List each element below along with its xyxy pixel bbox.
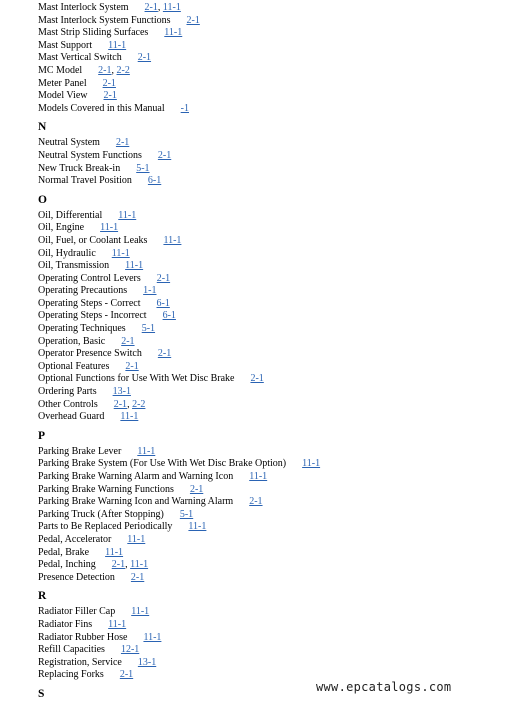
index-entry-label: Presence Detection	[38, 571, 115, 583]
index-entry	[38, 40, 518, 53]
index-entry	[38, 547, 518, 560]
page-reference-link[interactable]: 6-1	[162, 310, 176, 322]
page-reference-link[interactable]: 2-1	[157, 348, 172, 360]
index-entry	[38, 27, 518, 40]
watermark: www.epcatalogs.com	[316, 680, 452, 694]
index-entry-label: Mast Support	[38, 39, 93, 51]
index-entry	[38, 78, 518, 91]
reference-separator: ,	[111, 64, 117, 76]
index-entry	[38, 15, 518, 28]
index-entry	[38, 90, 518, 103]
page-references	[120, 411, 138, 424]
index-entry	[38, 399, 518, 412]
index-entry	[38, 210, 518, 223]
index-entry-label: Operation, Basic	[38, 335, 106, 347]
index-entry	[38, 348, 518, 361]
page-references	[158, 348, 171, 361]
index-entry-label: Oil, Differential	[38, 209, 103, 221]
index-entry-label: Oil, Engine	[38, 222, 85, 234]
index-entry-label: Models Covered in this Manual	[38, 102, 165, 114]
page-references	[136, 163, 149, 176]
page-reference-link[interactable]: 5-1	[136, 162, 150, 174]
index-entry	[38, 373, 518, 386]
index-entry	[38, 248, 518, 261]
index-entry-label: Oil, Hydraulic	[38, 247, 96, 259]
page-reference-link[interactable]: 11-1	[188, 521, 207, 533]
page-reference-link[interactable]: 11-1	[130, 559, 149, 571]
index-entry	[38, 361, 518, 374]
page-references	[118, 210, 136, 223]
page-references	[180, 509, 193, 522]
page-references	[112, 248, 130, 261]
index-entry-label: Radiator Filler Cap	[38, 606, 116, 618]
index-entry-label: Overhead Guard	[38, 411, 105, 423]
page-reference-link[interactable]: 11-1	[108, 618, 127, 630]
page-reference-link[interactable]: 2-1	[121, 335, 135, 347]
index-entry	[38, 310, 518, 323]
index-entry	[38, 2, 518, 15]
page-reference-link[interactable]: 12-1	[120, 644, 140, 656]
page-reference-link[interactable]: 11-1	[120, 411, 139, 423]
page-reference-link[interactable]: 11-1	[163, 234, 182, 246]
page-references	[142, 323, 155, 336]
page-references	[121, 336, 134, 349]
index-entry-label: Parking Brake Lever	[38, 445, 122, 457]
page-references	[116, 137, 129, 150]
index-entry-label: Operator Presence Switch	[38, 348, 142, 360]
page-references	[158, 150, 171, 163]
index-entry-label: Pedal, Brake	[38, 546, 90, 558]
index-entry	[38, 52, 518, 65]
index-entry	[38, 175, 518, 188]
index-entry	[38, 496, 518, 509]
page-reference-link[interactable]: 2-1	[119, 669, 134, 681]
index-entry	[38, 657, 518, 670]
index-entry-label: Mast Vertical Switch	[38, 52, 122, 64]
index-entry-label: New Truck Break-in	[38, 162, 121, 174]
index-entry-label: Operating Techniques	[38, 323, 126, 335]
page-references	[250, 373, 263, 386]
page-references	[249, 496, 262, 509]
page-reference-link[interactable]: 13-1	[137, 656, 157, 668]
page-references	[148, 175, 161, 188]
page-references	[125, 260, 143, 273]
page-references	[181, 103, 189, 116]
index-entry	[38, 606, 518, 619]
page-reference-link[interactable]: 2-1	[137, 52, 152, 64]
page-reference-link[interactable]: 11-1	[118, 209, 137, 221]
index-entry	[38, 521, 518, 534]
page-references	[138, 657, 156, 670]
page-reference-link[interactable]: 2-1	[144, 2, 158, 13]
page-references	[104, 90, 117, 103]
page-reference-link[interactable]: 11-1	[108, 39, 127, 51]
page-references	[98, 65, 130, 78]
index-entry-label: Oil, Fuel, or Coolant Leaks	[38, 234, 148, 246]
page-reference-link[interactable]: 6-1	[156, 297, 170, 309]
index-entry-label: Meter Panel	[38, 77, 87, 89]
page-references	[156, 298, 169, 311]
page-references	[187, 15, 200, 28]
page-reference-link[interactable]: 2-2	[132, 398, 146, 410]
index-entry-label: Radiator Rubber Hose	[38, 631, 128, 643]
page-references	[188, 521, 206, 534]
index-entry	[38, 336, 518, 349]
page-reference-link[interactable]: 11-1	[302, 458, 321, 470]
page-references	[143, 632, 161, 645]
page-reference-link[interactable]: 2-1	[103, 90, 117, 102]
page-references	[190, 484, 203, 497]
index-entry-label: Oil, Transmission	[38, 260, 110, 272]
page-reference-link[interactable]: 11-1	[249, 471, 268, 482]
page-reference-link[interactable]: 2-1	[156, 272, 171, 284]
index-entry-label: Replacing Forks	[38, 669, 104, 681]
index-entry	[38, 150, 518, 163]
page-references	[131, 572, 144, 585]
page-reference-link[interactable]: 13-1	[112, 386, 131, 398]
index-list	[38, 2, 518, 704]
index-entry-label: Ordering Parts	[38, 386, 97, 398]
page-reference-link[interactable]: 11-1	[111, 247, 130, 259]
page-references	[125, 361, 138, 374]
index-entry-label: Neutral System	[38, 137, 100, 149]
page-references	[108, 619, 126, 632]
index-entry-label: Registration, Service	[38, 656, 122, 668]
index-entry	[38, 137, 518, 150]
page-reference-link[interactable]: 11-1	[137, 445, 156, 457]
page-reference-link[interactable]: 11-1	[131, 606, 150, 618]
index-entry-label: Neutral System Functions	[38, 149, 142, 161]
page-reference-link[interactable]: 5-1	[179, 508, 194, 520]
index-entry	[38, 471, 518, 484]
page-reference-link[interactable]: 11-1	[143, 631, 162, 643]
page-references	[157, 273, 170, 286]
index-entry-label: Parking Brake Warning Alarm and Warning Icon	[38, 471, 234, 482]
index-entry	[38, 386, 518, 399]
page-reference-link[interactable]: 2-1	[249, 496, 263, 508]
page-reference-link[interactable]: 11-1	[105, 546, 124, 558]
index-entry	[38, 235, 518, 248]
index-entry-label: Operating Precautions	[38, 285, 128, 297]
index-entry	[38, 285, 518, 298]
index-entry	[38, 484, 518, 497]
page-references	[145, 2, 181, 15]
index-entry	[38, 222, 518, 235]
index-entry-label: Radiator Fins	[38, 618, 93, 630]
page-references	[164, 27, 182, 40]
index-letter-heading: S	[38, 687, 45, 700]
index-entry	[38, 446, 518, 459]
page-references	[249, 471, 267, 484]
index-entry	[38, 323, 518, 336]
index-entry-label: Parking Truck (After Stopping)	[38, 508, 164, 520]
page-reference-link[interactable]: -1	[180, 102, 189, 114]
page-reference-link[interactable]: 2-1	[186, 14, 200, 26]
index-entry	[38, 65, 518, 78]
index-entry-label: Operating Steps - Correct	[38, 297, 141, 309]
page-references	[137, 446, 155, 459]
page-references	[100, 222, 118, 235]
index-entry	[38, 644, 518, 657]
page-references	[120, 669, 133, 682]
page-reference-link[interactable]: 2-2	[116, 64, 130, 76]
page-reference-link[interactable]: 2-1	[98, 64, 112, 76]
index-letter-heading: N	[38, 121, 47, 134]
page-references	[113, 386, 131, 399]
index-entry-label: Optional Features	[38, 360, 110, 372]
reference-separator: ,	[125, 559, 131, 571]
page-references	[143, 285, 156, 298]
index-entry-label: Optional Functions for Use With Wet Disc Brake	[38, 373, 235, 385]
index-entry-label: Operating Control Levers	[38, 272, 141, 284]
index-entry-label: Mast Strip Sliding Surfaces	[38, 27, 149, 39]
index-entry-label: Model View	[38, 90, 88, 102]
index-entry-label: Mast Interlock System	[38, 2, 129, 13]
index-entry	[38, 619, 518, 632]
index-entry-label: Parking Brake System (For Use With Wet Disc Brake Option)	[38, 458, 287, 470]
index-entry-label: Operating Steps - Incorrect	[38, 310, 147, 322]
page-reference-link[interactable]: 2-1	[113, 398, 128, 410]
page-references	[302, 458, 320, 471]
page-reference-link[interactable]: 1-1	[143, 285, 157, 297]
page-references	[103, 78, 116, 91]
index-entry-label: MC Model	[38, 64, 83, 76]
index-entry-label: Parts to Be Replaced Periodically	[38, 521, 173, 533]
page-references	[138, 52, 151, 65]
index-entry-label: Mast Interlock System Functions	[38, 14, 171, 26]
page-references	[163, 310, 176, 323]
page-references	[131, 606, 149, 619]
page-references	[121, 644, 139, 657]
page-reference-link[interactable]: 6-1	[147, 175, 162, 187]
page-reference-link[interactable]: 2-1	[157, 149, 172, 161]
page-references	[127, 534, 145, 547]
index-entry	[38, 509, 518, 522]
page-reference-link[interactable]: 2-1	[111, 559, 126, 571]
page-reference-link[interactable]: 11-1	[162, 2, 181, 13]
index-entry	[38, 534, 518, 547]
page-reference-link[interactable]: 2-1	[189, 483, 204, 495]
index-entry	[38, 273, 518, 286]
index-entry	[38, 572, 518, 585]
index-entry-label: Parking Brake Warning Functions	[38, 483, 174, 495]
page-references	[114, 399, 146, 412]
page-reference-link[interactable]: 11-1	[125, 260, 144, 272]
page-references	[108, 40, 126, 53]
index-entry	[38, 458, 518, 471]
page-references	[112, 559, 148, 572]
page-reference-link[interactable]: 2-1	[102, 77, 116, 89]
index-entry	[38, 298, 518, 311]
page-reference-link[interactable]: 2-1	[125, 360, 139, 372]
index-entry-label: Normal Travel Position	[38, 175, 132, 187]
page-reference-link[interactable]: 11-1	[164, 27, 183, 39]
index-entry-label: Refill Capacities	[38, 644, 105, 656]
page-reference-link[interactable]: 11-1	[127, 533, 146, 545]
index-entry-label: Pedal, Inching	[38, 559, 96, 571]
index-entry	[38, 559, 518, 572]
index-entry	[38, 260, 518, 273]
index-letter-heading: O	[38, 193, 47, 206]
page-reference-link[interactable]: 11-1	[100, 222, 119, 234]
page-reference-link[interactable]: 2-1	[250, 373, 264, 385]
page-reference-link[interactable]: 2-1	[115, 137, 130, 149]
reference-separator: ,	[127, 398, 133, 410]
index-letter-heading: R	[38, 590, 47, 603]
page-reference-link[interactable]: 5-1	[141, 323, 156, 335]
index-entry	[38, 411, 518, 424]
index-entry-label: Other Controls	[38, 398, 98, 410]
index-entry-label: Parking Brake Warning Icon and Warning Alarm	[38, 496, 234, 508]
index-entry	[38, 632, 518, 645]
index-entry	[38, 163, 518, 176]
page-reference-link[interactable]: 2-1	[130, 571, 145, 583]
page-references	[163, 235, 181, 248]
index-letter-heading: P	[38, 429, 46, 442]
page-references	[105, 547, 123, 560]
index-entry	[38, 103, 518, 116]
reference-separator: ,	[157, 2, 163, 13]
index-entry-label: Pedal, Accelerator	[38, 533, 112, 545]
